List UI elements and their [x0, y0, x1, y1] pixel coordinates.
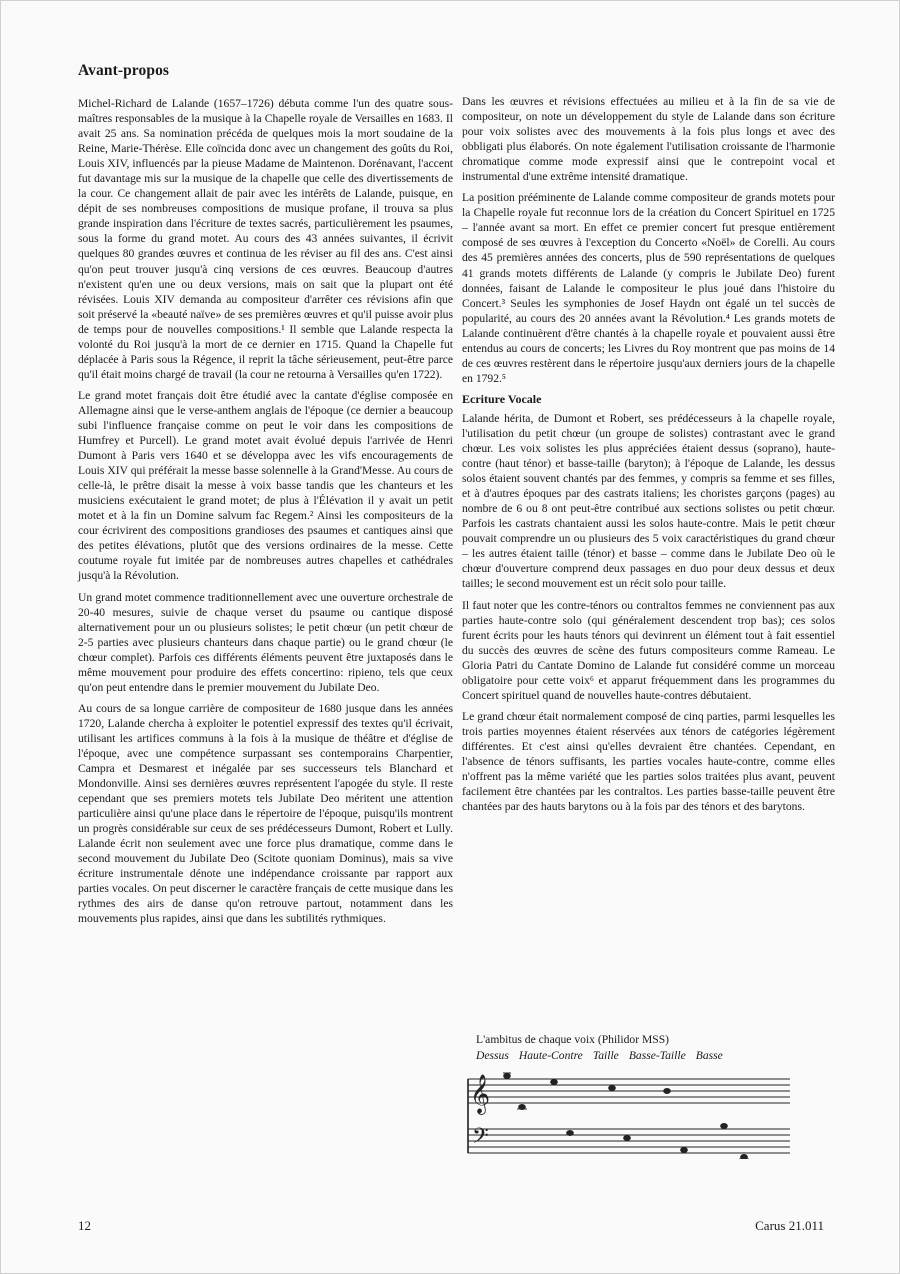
voice-label-dessus: Dessus	[476, 1049, 509, 1062]
voice-labels	[476, 1049, 816, 1062]
catalog-number: Carus 21.011	[755, 1218, 824, 1233]
paragraph: Il faut noter que les contre-ténors ou contraltos femmes ne conviennent pas aux parties haute-contre solo (qui généralement descendent trop bas); ces solos furent écrits pour les hauts ténors qui devinrent un élément tout à fait essentiel du succès des œuvres de scène des futurs compositeurs comme Rameau. Le Gloria Patri du Cantate Domino de Lalande fut considéré comme un morceau obligatoire pour cette voix⁶ et apparut fréquemment dans les programmes du Concert spirituel quand de nouvelles haute-contres débutaient.	[462, 598, 835, 702]
paragraph: Dans les œuvres et révisions effectuées au milieu et à la fin de sa vie de compositeur, on note un développement du style de Lalande dans son écriture pour voix solistes avec des mouvements à la fois plus longs et avec des obbligati plus élaborés. On note également l'utilisation croissante de l'harmonie chromatique comme mode expressif ainsi que le contrepoint vocal et instrumental d'une extrême intensité dramatique.	[462, 95, 835, 184]
figure-caption: L'ambitus de chaque voix (Philidor MSS)	[476, 1033, 670, 1046]
paragraph: La position prééminente de Lalande comme compositeur de grands motets pour la Chapelle royale fut reconnue lors de la création du Concert Spirituel en 1725 – l'année avant sa mort. En effet ce premier concert fut presque entièrement composé de ses œuvres à l'exception du Concerto «Noël» de Corelli. Au cours des 45 premières années des concerts, plus de 590 représentations de quelques 41 grands motets différents de Lalande (y compris le Jubilate Deo) furent données, faisant de Lalande le compositeur le plus joué dans l'histoire du Concert.³ Seules les symphonies de Josef Haydn ont égalé un tel succès de popularité, au cours des 20 années avant la Révolution.⁴ Les grands motets de Lalande continuèrent d'être chantés à la chapelle royale et pouvaient aussi être entendus au cours de concerts; les Livres du Roy montrent que pas moins de 14 de ces œuvres restèrent dans le répertoire jusqu'aux derniers jours de la chapelle en 1792.⁵	[462, 191, 835, 385]
paragraph: Michel-Richard de Lalande (1657–1726) débuta comme l'un des quatre sous-maîtres responsables de la musique à la Chapelle royale de Versailles en 1683. Il avait 25 ans. Sa nomination précéda de quelques mois la mort soudaine de la Reine, Marie-Thérèse. Elle coïncida donc avec un changement des goûts du Roi, Louis XIV, influencés par la pieuse Madame de Maintenon. Dorénavant, l'accent fut davantage mis sur la musique de la chapelle que celle des divertissements de la cour. Ce changement allait de pair avec les intérêts de Lalande, puisque, en dépit de ses nombreuses compositions de musique profane, il trouva sa plus grande inspiration dans l'écriture de textes sacrés, particulièrement les psaumes, sous la forme du grand motet. Au cours des 43 années suivantes, il écrivit quelques 80 grandes œuvres et continua de les réviser au fil des ans. C'est ainsi qu'on peut trouver jusqu'à cinq versions de ces œuvres. Beaucoup d'autres n'existent qu'en une ou deux versions, mais on sait que la plupart ont été révisées. Louis XIV demanda au compositeur d'arrêter ces révisions afin que soit préservé la «beauté naïve» de ses premières œuvres et qu'il puisse avoir plus de temps pour de nouvelles compositions.¹ Il semble que Lalande respecta la volonté du Roi jusqu'à la mort de ce dernier en 1715. Quand la Chapelle fut déplacée à Paris sous la Régence, il reprit la tâche sérieusement, peut-être parce qu'il était moins chargé de travail (la cour ne retourna à Versailles qu'en 1722).	[78, 97, 453, 381]
paragraph: Un grand motet commence traditionnellement avec une ouverture orchestrale de 20-40 mesures, suivie de chaque verset du psaume ou cantique disposé alternativement pour un ou plusieurs solistes; le petit chœur (un petit chœur de 2-5 parties avec plusieurs chanteurs dans chaque partie) ou le grand chœur (le chœur complet). Parfois ces différents éléments peuvent être juxtaposés dans le même mouvement pour produire des effets concertino: ripieno, tels que ceux qu'on peut entendre dans le premier mouvement du Jubilate Deo.	[78, 590, 453, 694]
range-notes	[503, 1073, 749, 1159]
paragraph: Le grand chœur était normalement composé de cinq parties, parmi lesquelles les trois parties moyennes étaient réservées aux ténors de catégories légèrement différentes. Et c'est ainsi qu'elles devraient être chantées. Cependant, en l'absence de ténors suffisants, les parties vocales haute-contre, comme elles n'offrent pas la même variété que les parties solos traitées plus avant, peuvent facilement être chantées par les contraltos. Les parties basse-taille peuvent être chantées par des hauts barytons ou à la fois par des ténors et des barytons.	[462, 709, 835, 814]
treble-staff-lines	[468, 1079, 790, 1103]
bass-clef-icon: 𝄢	[472, 1124, 489, 1154]
left-column	[78, 96, 453, 933]
voice-label-basse: Basse	[695, 1049, 723, 1062]
section-heading: Ecriture Vocale	[462, 391, 542, 406]
right-column	[462, 94, 835, 820]
paragraph: Au cours de sa longue carrière de compositeur de 1680 jusque dans les années 1720, Lalande chercha à exploiter le potentiel expressif des textes qu'il écrivait, utilisant les artifices communs à la fois à la musique de théâtre et d'église de l'époque, avec une compétence surpassant ses contemporains Charpentier, Campra et Desmarest et inégalée par ses successeurs tels Blanchard et Mondonville. Ainsi ses dernières œuvres représentent l'apogée du style. Il reste cependant que ses premiers motets tels Jubilate Deo méritent une attention particulière ainsi qu'une place dans le répertoire de l'époque, puisqu'ils montrent un progrès considérable sur ceux de ses prédécesseurs Dumont, Robert et Lully. Lalande écrit non seulement avec une force plus dramatique, comme dans le second mouvement du Jubilate Deo (Scitote quoniam Dominus), mais sa vive écriture instrumentale dénote une indépendance croissante par rapport aux parties vocales. On peut discerner le caractère français de cette musique dans les rythmes des airs de danse qu'on retrouve partout, notamment dans les mouvements plus rapides, ainsi que dans les subtilités rythmiques.	[78, 701, 453, 926]
paragraph: Lalande hérita, de Dumont et Robert, ses prédécesseurs à la chapelle royale, l'utilisation du petit chœur (un groupe de solistes) contrastant avec le grand chœur. Les voix solistes les plus appréciées étaient dessus (soprano), haute-contre (haut ténor) et basse-taille (baryton); à l'époque de Lalande, les dessus solos étaient souvent chantés par des femmes, y compris sa femme et ses filles, et à d'autres époques par des castrats italiens; les choristes garçons (pages) au nombre de 6 ou 8 ont peut-être contribué aux sections solistes ou petit chœur. Parfois les castrats chantaient aussi les solos haute-contre. Mais le petit chœur pouvait comprendre un ou plusieurs des 5 voix caractéristiques du grand chœur – les autres étaient taille (ténor) et basse – comme dans le Jubilate Deo où le chœur d'ouverture comprend deux passages en duo pour deux dessus et deux tailles; le second mouvement est un récit solo pour taille.	[462, 411, 835, 591]
voice-range-staff	[462, 1067, 792, 1159]
paragraph: Le grand motet français doit être étudié avec la cantate d'église composée en Allemagne ainsi que le verse-anthem anglais de l'époque (ce dernier a beaucoup subi l'influence française comme on peut le voir dans les compositions de Humfrey et Purcell). Le grand motet avait évolué depuis l'arrivée de Henri Dumont à Paris vers 1640 et se développa avec les vifs encouragements de Louis XIV qui préférait la messe basse solennelle à la Grand'Messe. Au cours de celle-là, le prêtre disait la messe à voix basse tandis que les chanteurs et les musiciens exécutaient le grand motet; de plus à l'Élévation il y avait un petit motet et à la fin un Domine salvum fac Regem.² Ainsi les compositeurs de la cour écrivirent des compositions grandioses des psaumes et cantiques ainsi que des petites élévations, plutôt que des versions ordinaires de la messe. Cette coutume royale fut imitée par de nombreuses autres chapelles et cathédrales jusqu'à la Révolution.	[78, 388, 453, 583]
bass-staff-lines	[468, 1129, 790, 1153]
voice-label-basse-taille: Basse-Taille	[628, 1049, 686, 1062]
treble-clef-icon: 𝄞	[470, 1074, 491, 1114]
page-title: Avant-propos	[78, 62, 170, 79]
voice-label-haute-contre: Haute-Contre	[518, 1049, 583, 1062]
voice-label-taille: Taille	[592, 1049, 619, 1062]
page-number: 12	[78, 1218, 91, 1233]
